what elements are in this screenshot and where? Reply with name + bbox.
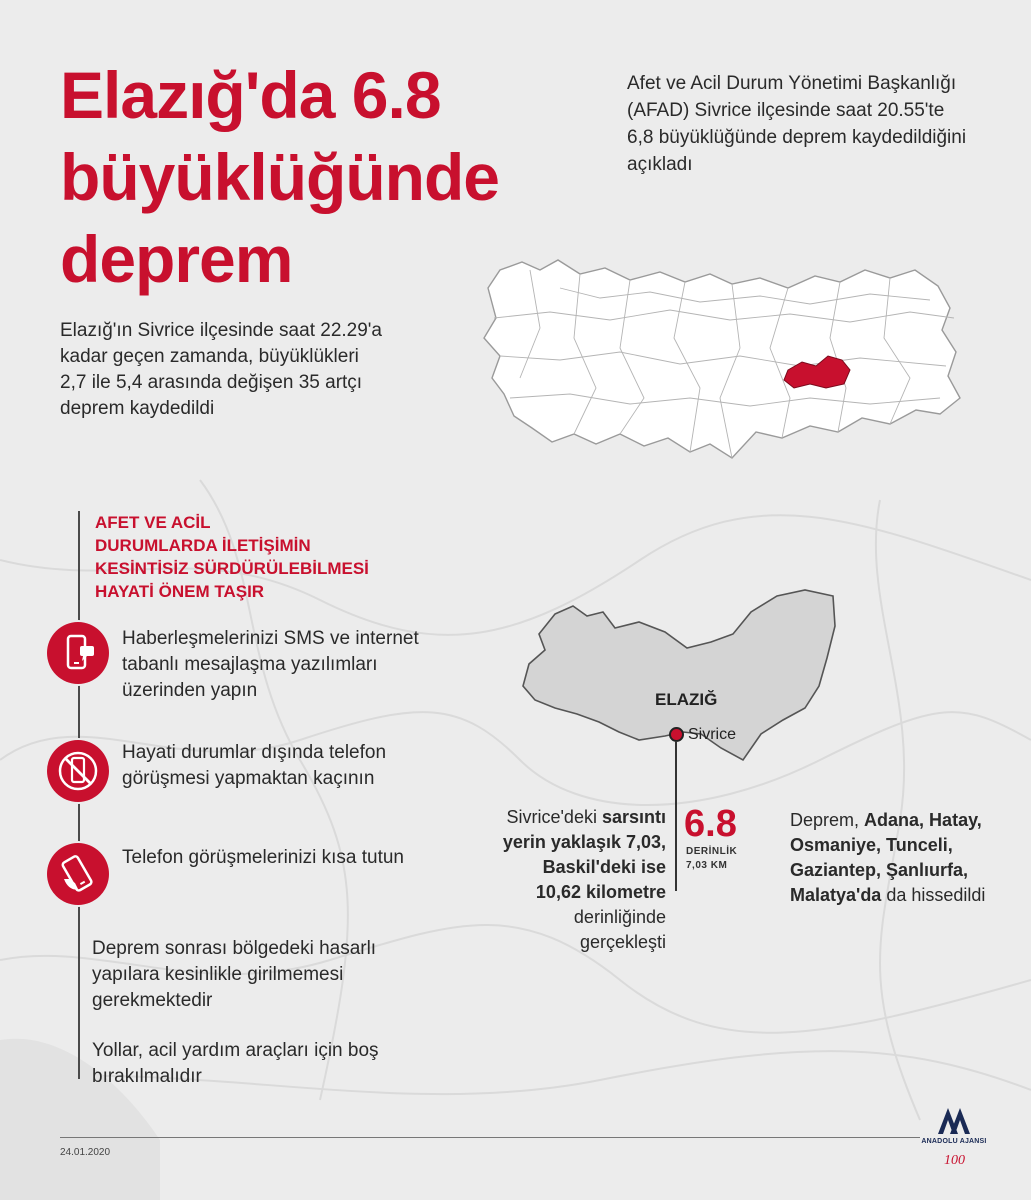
depth-label: DERİNLİK — [686, 846, 738, 857]
no-phone-icon — [47, 740, 109, 802]
communication-heading — [95, 511, 435, 603]
tip-avoid-calls: Hayati durumlar dışında telefon görüşmesi yapmaktan kaçının — [122, 742, 387, 789]
depth-text-part-2: derinliğinde gerçekleşti — [573, 907, 666, 952]
heading-line-3: KESİNTİSİZ SÜRDÜRÜLEBİLMESİ — [95, 559, 369, 578]
elazig-province-map — [515, 582, 845, 772]
title-line-3: deprem — [60, 222, 293, 296]
note-roads: Yollar, acil yardım araçları için boş bırakılmalıdır — [92, 1040, 379, 1087]
note-damaged-buildings: Deprem sonrası bölgedeki hasarlı yapılara kesinlikle girilmemesi gerekmektedir — [92, 938, 377, 1011]
turkey-map — [470, 248, 970, 478]
phone-call-icon — [47, 843, 109, 905]
publish-date: 24.01.2020 — [60, 1147, 111, 1158]
aftershock-text: Elazığ'ın Sivrice ilçesinde saat 22.29'a kadar geçen zamanda, büyüklükleri 2,7 ile 5,4 arasında değişen 35 artçı deprem kaydedildi — [60, 320, 382, 419]
felt-in-cities — [790, 808, 1000, 908]
heading-line-1: AFET VE ACİL — [95, 513, 211, 532]
footer-divider — [60, 1137, 920, 1138]
title-line-1: Elazığ'da 6.8 — [60, 58, 441, 132]
agency-name: ANADOLU AJANSI — [921, 1138, 987, 1145]
depth-text-part-1: Sivrice'deki — [506, 807, 597, 827]
magnitude-value: 6.8 — [684, 803, 737, 845]
afad-statement: Afet ve Acil Durum Yönetimi Başkanlığı (AFAD) Sivrice ilçesinde saat 20.55'te 6,8 büyüklüğünde deprem kaydedildiğini açıkladı — [627, 73, 967, 175]
svg-text:100: 100 — [944, 1153, 965, 1168]
title-line-2: büyüklüğünde — [60, 140, 499, 214]
felt-text-part-2: da hissedildi — [886, 885, 986, 905]
felt-text-cities: Adana, Hatay, Osmaniye, Tunceli, Gaziantep, Şanlıurfa, Malatya'da — [790, 810, 982, 905]
phone-message-icon — [47, 622, 109, 684]
tip-short-calls: Telefon görüşmelerinizi kısa tutun — [122, 847, 404, 868]
epicenter-pin-line — [675, 741, 677, 891]
district-label: Sivrice — [688, 726, 737, 743]
anadolu-logo-icon — [918, 1100, 988, 1170]
heading-line-2: DURUMLARDA İLETİŞİMİN — [95, 536, 311, 555]
heading-line-4: HAYATİ ÖNEM TAŞIR — [95, 582, 265, 601]
depth-description — [500, 805, 666, 955]
felt-text-part-1: Deprem, — [790, 810, 860, 830]
tip-sms: Haberleşmelerinizi SMS ve internet tabanlı mesajlaşma yazılımları üzerinden yapın — [122, 628, 419, 701]
depth-value: 7,03 KM — [686, 860, 728, 871]
epicenter-marker — [669, 727, 684, 742]
province-label: ELAZIĞ — [655, 690, 718, 709]
depth-text-bold: sarsıntı yerin yaklaşık 7,03, Baskil'deki ise 10,62 kilometre — [502, 807, 666, 902]
